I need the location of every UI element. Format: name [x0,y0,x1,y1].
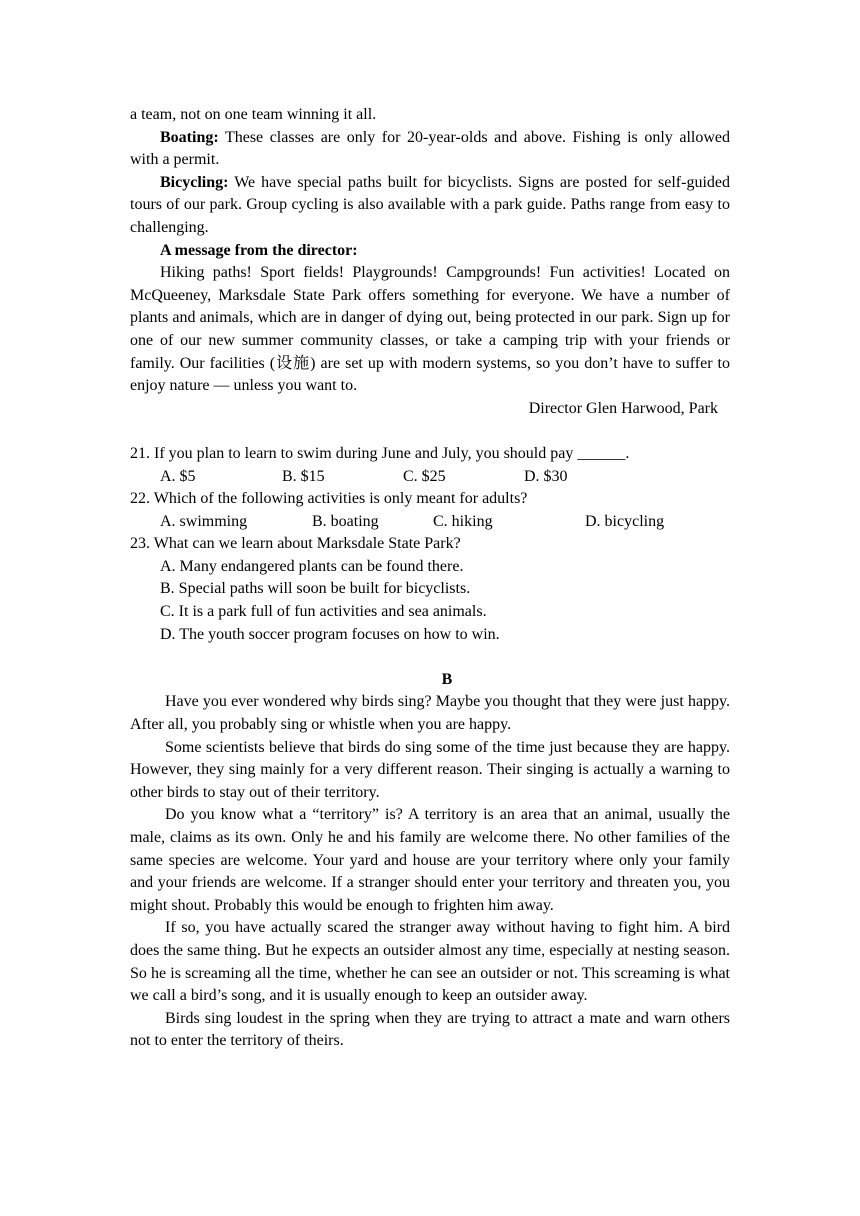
option-d: D. bicycling [585,512,665,530]
question-23-option-d: D. The youth soccer program focuses on how to win. [160,625,500,643]
question-23-option-b: B. Special paths will soon be built for bicyclists. [160,580,471,598]
question-22: 22. Which of the following activities is only meant for adults? [130,490,528,508]
boating-text: These classes are only for 20-year-olds and above. Fishing is only allowed with a permit. [130,128,730,169]
option-b: B. $15 [282,467,325,485]
passage-b-paragraph-1: Have you ever wondered why birds sing? Maybe you thought that they were just happy. After all, you probably sing or whistle when you are happy. [130,693,730,734]
option-c: C. $25 [403,467,446,485]
boating-label: Boating: [160,128,219,146]
bicycling-text: We have special paths built for bicyclists. Signs are posted for self-guided tours of our park. Group cycling is also available with a park guide. Paths range from easy to challenging. [130,173,730,236]
option-a: A. $5 [160,467,196,485]
passage-b-paragraph-2: Some scientists believe that birds do sing some of the time just because they are happy. However, they sing mainly for a very different reason. Their singing is actually a warning to other birds to stay out of their territory. [130,738,730,801]
bicycling-label: Bicycling: [160,173,229,191]
passage-b-paragraph-3: Do you know what a “territory” is? A territory is an area that an animal, usually the male, claims as its own. Only he and his family are welcome there. No other families of the same species are welcome. Your yard and house are your territory where only your family and your friends are welcome. If a stranger should enter your territory and threaten you, you might shout. Probably this would be enough to frighten him away. [130,806,730,914]
document-page [130,104,730,1053]
option-b: B. boating [312,512,379,530]
director-heading-text: A message from the director: [160,241,358,259]
question-21: 21. If you plan to learn to swim during June and July, you should pay ______. [130,444,630,462]
question-21-options [130,466,730,489]
question-23-option-a: A. Many endangered plants can be found there. [160,557,464,575]
option-d: D. $30 [524,467,568,485]
boating-paragraph [130,127,730,172]
bicycling-paragraph [130,172,730,240]
director-signature: Director Glen Harwood, Park [528,399,718,417]
spacer [130,646,730,669]
option-c: C. hiking [433,512,493,530]
director-heading [130,240,730,263]
question-23: 23. What can we learn about Marksdale State Park? [130,535,461,553]
passage-b-paragraph-5: Birds sing loudest in the spring when they are trying to attract a mate and warn others not to enter the territory of theirs. [130,1009,730,1050]
spacer [130,420,730,443]
option-a: A. swimming [160,512,248,530]
passage-a-line: a team, not on one team winning it all. [130,106,377,123]
question-22-options [130,511,730,534]
section-b-heading: B [441,670,453,688]
question-23-option-c: C. It is a park full of fun activities and sea animals. [160,603,487,621]
passage-b-paragraph-4: If so, you have actually scared the stranger away without having to fight him. A bird does the same thing. But he expects an outsider almost any time, especially at nesting season. So he is screaming all the time, whether he can see an outsider or not. This screaming is what we call a bird’s song, and it is usually enough to keep an outsider away. [130,919,730,1005]
director-message: Hiking paths! Sport fields! Playgrounds! Campgrounds! Fun activities! Located on McQueeney, Marksdale State Park offers something for everyone. We have a number of plants and animals, which are in danger of dying out, being protected in our park. Sign up for one of our new summer community classes, or take a camping trip with your friends or family. Our facilities (设施) are set up with modern systems, so you don’t have to suffer to enjoy nature — unless you want to. [130,264,730,395]
